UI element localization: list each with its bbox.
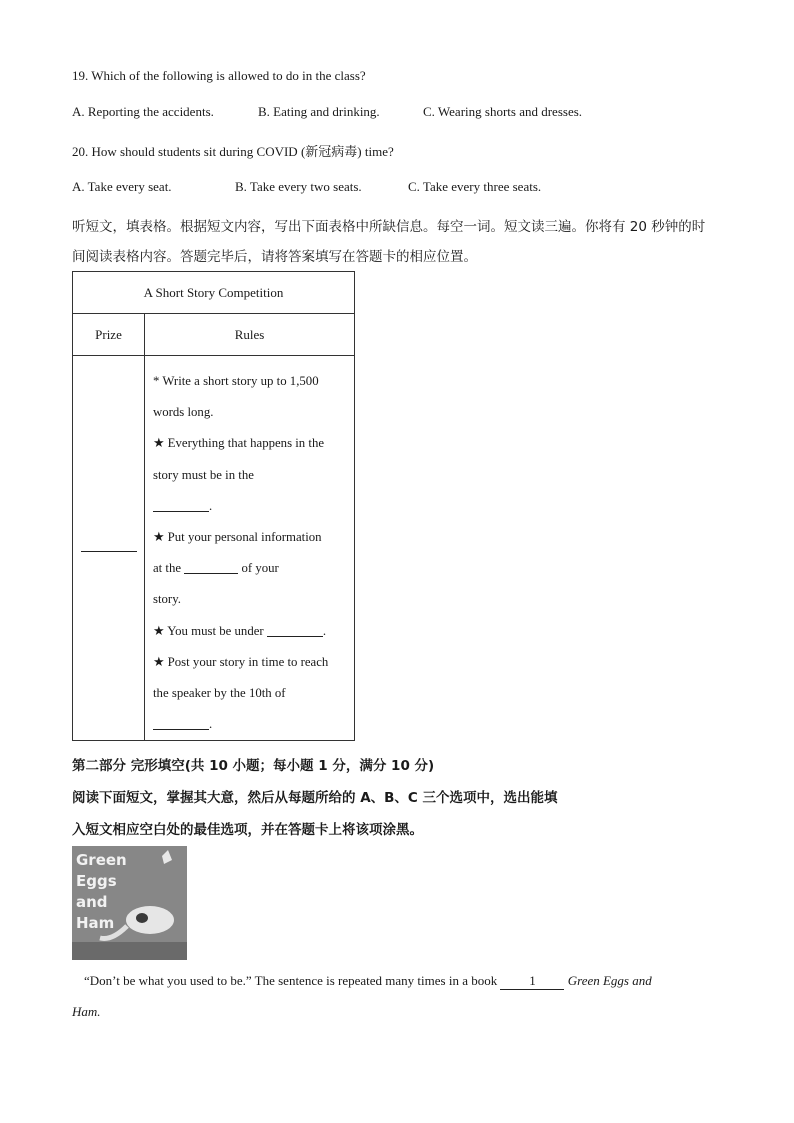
answer-blank-5[interactable]: [153, 716, 209, 730]
book-title-part-1: Green Eggs and: [567, 973, 652, 988]
q20-option-b: B. Take every two seats.: [235, 179, 362, 194]
rule-5-line-3: .: [153, 709, 348, 740]
rule-3-line-3: story.: [153, 592, 181, 607]
book-title-part-2: Ham.: [72, 1004, 101, 1019]
instructions-line-1: 听短文，填表格。根据短文内容，写出下面表格中所缺信息。每空一词。短文读三遍。你将有 20 秒钟的时: [72, 219, 706, 235]
answer-blank-2[interactable]: [153, 498, 209, 512]
question-19: 19. Which of the following is allowed to do in the class?: [72, 68, 366, 83]
competition-table: [72, 271, 355, 741]
q19-option-b: B. Eating and drinking.: [258, 104, 380, 119]
rule-4-pre: ★ You must be under: [153, 623, 264, 638]
rule-2-line-1: ★ Everything that happens in the: [153, 436, 325, 451]
answer-blank-3[interactable]: [184, 560, 238, 574]
q20-option-a: A. Take every seat.: [72, 179, 172, 194]
cloze-blank-1[interactable]: 1: [500, 973, 564, 990]
passage-sentence: “Don’t be what you used to be.” The sentence is repeated many times in a book: [84, 973, 498, 988]
book-cover-image: [72, 846, 187, 960]
question-20: 20. How should students sit during COVID (新冠病毒) time?: [72, 144, 394, 159]
rule-4-line: ★ You must be under .: [153, 623, 327, 638]
q20-option-c: C. Take every three seats.: [408, 179, 542, 194]
q19-option-a: A. Reporting the accidents.: [72, 104, 214, 119]
rule-1-line-2: words long.: [153, 405, 214, 420]
passage-line-1: [84, 973, 652, 990]
rule-3-post: of your: [241, 561, 279, 576]
rule-2-line-3: .: [153, 491, 348, 522]
rule-5-line-2: the speaker by the 10th of: [153, 686, 286, 701]
cover-word-1: Green: [76, 851, 127, 869]
rule-3-pre: at the: [153, 561, 182, 576]
part-2-instructions-2: 入短文相应空白处的最佳选项，并在答题卡上将该项涂黑。: [72, 822, 423, 838]
answer-blank-4[interactable]: [267, 623, 323, 637]
header-prize: Prize: [73, 314, 145, 356]
rule-5-line-1: ★ Post your story in time to reach: [153, 654, 329, 669]
table-title: A Short Story Competition: [73, 272, 355, 314]
cover-word-4: Ham: [76, 914, 115, 932]
prize-cell: [73, 356, 145, 741]
prize-answer-blank[interactable]: [81, 551, 137, 552]
rule-3-line-1: ★ Put your personal information: [153, 530, 322, 545]
rule-3-line-2: [153, 553, 348, 584]
book-cover-title: [76, 850, 127, 934]
rule-1-line-1: * Write a short story up to 1,500: [153, 374, 319, 388]
part-2-instructions-1: 阅读下面短文，掌握其大意，然后从每题所给的 A、B、C 三个选项中，选出能填: [72, 790, 558, 806]
instructions-line-2: 间阅读表格内容。答题完毕后，请将答案填写在答题卡的相应位置。: [72, 249, 477, 265]
cover-word-2: Eggs: [76, 872, 117, 890]
header-rules: Rules: [145, 314, 355, 356]
rules-cell: [145, 356, 355, 741]
q19-option-c: C. Wearing shorts and dresses.: [423, 104, 583, 119]
cover-word-3: and: [76, 893, 108, 911]
part-2-heading: 第二部分 完形填空(共 10 小题；每小题 1 分，满分 10 分): [72, 758, 435, 774]
rule-2-line-2: story must be in the: [153, 467, 254, 482]
